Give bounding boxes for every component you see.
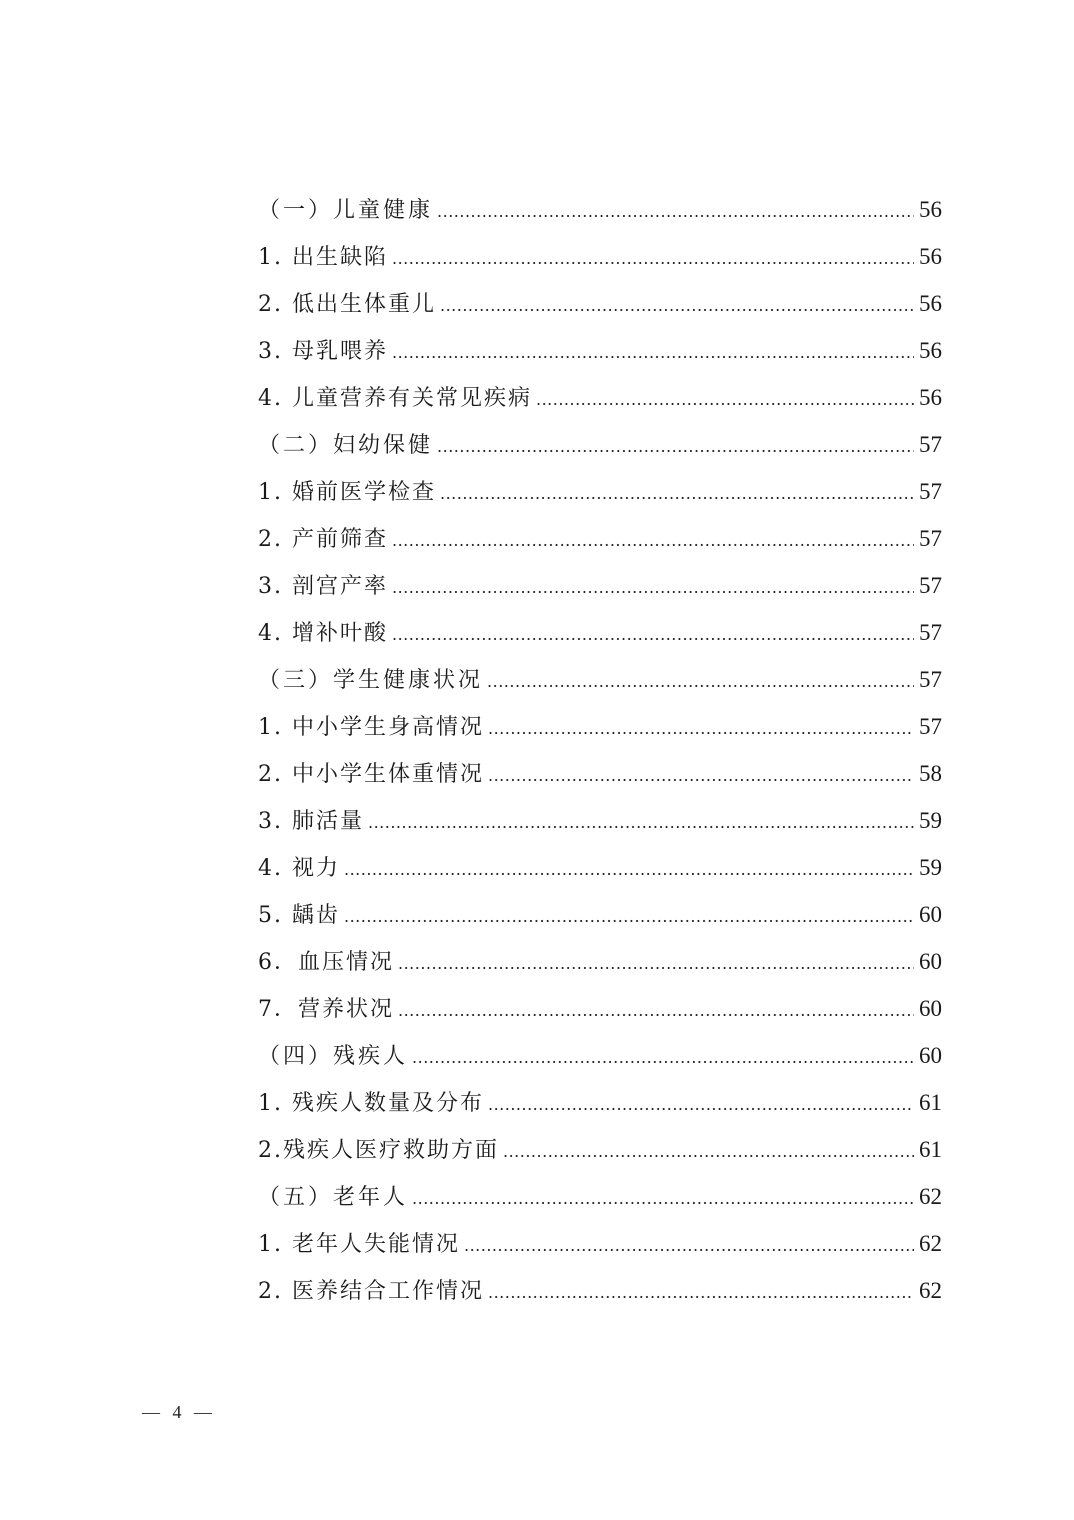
toc-item-entry[interactable] — [258, 1079, 942, 1126]
toc-item-entry[interactable] — [258, 233, 942, 280]
toc-entry-label: （四）残疾人 — [258, 1044, 409, 1069]
toc-item-entry[interactable] — [258, 1220, 942, 1267]
toc-entry-page-number: 60 — [919, 949, 942, 974]
toc-entry-page-number: 56 — [919, 338, 942, 363]
toc-entry-label: （三）学生健康状况 — [258, 668, 484, 693]
toc-dot-leader — [392, 329, 914, 376]
toc-entry-label: 1. 残疾人数量及分布 — [258, 1091, 484, 1116]
toc-dot-leader — [437, 423, 914, 470]
toc-dot-leader — [488, 1081, 914, 1128]
toc-entry-label: 1. 出生缺陷 — [258, 245, 388, 270]
toc-dot-leader — [398, 940, 914, 987]
toc-dot-leader — [392, 611, 914, 658]
toc-entry-page-number: 60 — [919, 1043, 942, 1068]
toc-item-entry[interactable] — [258, 844, 942, 891]
toc-item-entry[interactable] — [258, 891, 942, 938]
toc-entry-page-number: 57 — [919, 620, 942, 645]
toc-dot-leader — [392, 564, 914, 611]
toc-entry-label: 6．血压情况 — [258, 950, 394, 975]
toc-item-entry[interactable] — [258, 280, 942, 327]
toc-entry-page-number: 57 — [919, 714, 942, 739]
toc-dot-leader — [344, 893, 914, 940]
toc-dot-leader — [398, 987, 914, 1034]
toc-dot-leader — [440, 282, 914, 329]
toc-item-entry[interactable] — [258, 468, 942, 515]
toc-entry-page-number: 62 — [919, 1231, 942, 1256]
toc-entry-page-number: 57 — [919, 526, 942, 551]
toc-item-entry[interactable] — [258, 703, 942, 750]
toc-entry-label: 2. 医养结合工作情况 — [258, 1279, 484, 1304]
toc-entry-page-number: 62 — [919, 1184, 942, 1209]
toc-section-entry[interactable] — [258, 1032, 942, 1079]
toc-dot-leader — [392, 517, 914, 564]
toc-section-entry[interactable] — [258, 656, 942, 703]
toc-item-entry[interactable] — [258, 562, 942, 609]
toc-item-entry[interactable] — [258, 327, 942, 374]
toc-item-entry[interactable] — [258, 1126, 942, 1173]
toc-entry-page-number: 58 — [919, 761, 942, 786]
toc-item-entry[interactable] — [258, 609, 942, 656]
toc-entry-page-number: 57 — [919, 573, 942, 598]
toc-entry-label: 2.残疾人医疗救助方面 — [258, 1138, 499, 1163]
toc-entry-label: 4. 视力 — [258, 856, 340, 881]
toc-entry-label: 4. 儿童营养有关常见疾病 — [258, 386, 532, 411]
toc-entry-label: 1. 老年人失能情况 — [258, 1232, 460, 1257]
toc-entry-page-number: 62 — [919, 1278, 942, 1303]
toc-dot-leader — [392, 235, 914, 282]
toc-dot-leader — [488, 752, 914, 799]
toc-entry-label: 5. 龋齿 — [258, 903, 340, 928]
toc-entry-page-number: 60 — [919, 902, 942, 927]
toc-dot-leader — [437, 188, 914, 235]
toc-entry-page-number: 57 — [919, 479, 942, 504]
toc-section-entry[interactable] — [258, 421, 942, 468]
toc-section-entry[interactable] — [258, 186, 942, 233]
toc-dot-leader — [412, 1175, 914, 1222]
toc-entry-label: 2. 低出生体重儿 — [258, 292, 436, 317]
toc-entry-label: 4. 增补叶酸 — [258, 621, 388, 646]
toc-entry-label: 2. 中小学生体重情况 — [258, 762, 484, 787]
toc-item-entry[interactable] — [258, 797, 942, 844]
toc-dot-leader — [464, 1222, 914, 1269]
toc-item-entry[interactable] — [258, 515, 942, 562]
toc-entry-label: 1. 中小学生身高情况 — [258, 715, 484, 740]
toc-dot-leader — [536, 376, 914, 423]
toc-entry-label: 3. 肺活量 — [258, 809, 364, 834]
toc-entry-page-number: 56 — [919, 385, 942, 410]
toc-entry-page-number: 56 — [919, 291, 942, 316]
toc-entry-label: 7．营养状况 — [258, 997, 394, 1022]
toc-entry-page-number: 60 — [919, 996, 942, 1021]
page-number: — 4 — — [142, 1402, 216, 1422]
toc-item-entry[interactable] — [258, 1267, 942, 1314]
toc-item-entry[interactable] — [258, 985, 942, 1032]
toc-entry-page-number: 61 — [919, 1137, 942, 1162]
toc-section-entry[interactable] — [258, 1173, 942, 1220]
table-of-contents — [258, 186, 942, 1314]
toc-entry-label: 3. 剖宫产率 — [258, 574, 388, 599]
toc-entry-page-number: 61 — [919, 1090, 942, 1115]
toc-dot-leader — [368, 799, 914, 846]
toc-item-entry[interactable] — [258, 938, 942, 985]
toc-dot-leader — [487, 658, 914, 705]
toc-item-entry[interactable] — [258, 374, 942, 421]
toc-dot-leader — [412, 1034, 914, 1081]
toc-entry-label: 3. 母乳喂养 — [258, 339, 388, 364]
toc-entry-label: 2. 产前筛查 — [258, 527, 388, 552]
toc-entry-page-number: 56 — [919, 197, 942, 222]
toc-dot-leader — [344, 846, 914, 893]
toc-entry-page-number: 57 — [919, 432, 942, 457]
toc-dot-leader — [440, 470, 914, 517]
toc-entry-page-number: 57 — [919, 667, 942, 692]
toc-entry-page-number: 56 — [919, 244, 942, 269]
toc-dot-leader — [503, 1128, 914, 1175]
toc-entry-label: （二）妇幼保健 — [258, 433, 434, 458]
toc-item-entry[interactable] — [258, 750, 942, 797]
toc-entry-page-number: 59 — [919, 855, 942, 880]
toc-entry-page-number: 59 — [919, 808, 942, 833]
toc-entry-label: （一）儿童健康 — [258, 198, 434, 223]
toc-dot-leader — [488, 705, 914, 752]
toc-dot-leader — [488, 1269, 914, 1316]
toc-entry-label: 1. 婚前医学检查 — [258, 480, 436, 505]
toc-entry-label: （五）老年人 — [258, 1185, 409, 1210]
